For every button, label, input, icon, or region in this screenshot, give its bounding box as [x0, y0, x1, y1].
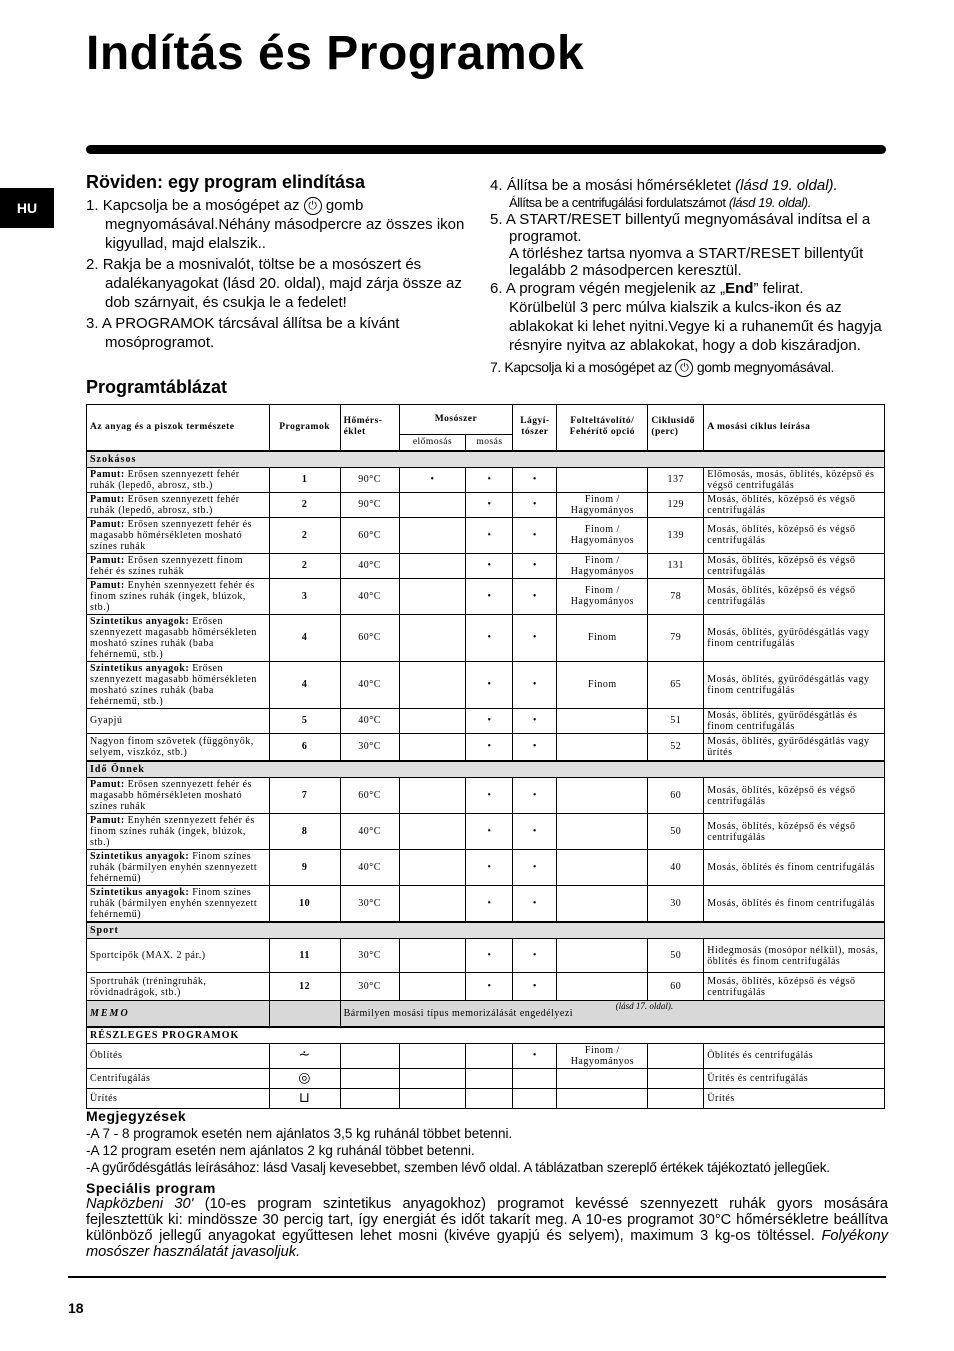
table-row — [87, 553, 885, 578]
cycle-time: 78 — [648, 578, 704, 614]
drain-icon: ⊔ — [298, 1089, 311, 1106]
special-program — [86, 1180, 888, 1260]
step-1: 1. Kapcsolja be a mosógépet az ⏻ gomb megnyomásával.Néhány másodpercre az összes ikon kigyullad, majd elalszik.. — [86, 197, 465, 253]
stain-option — [557, 814, 648, 850]
step-5: 5. A START/RESET billentyű megnyomásával indítsa el a programot. — [490, 211, 871, 245]
memo-label: MEMO — [87, 1001, 270, 1027]
prewash-mark — [399, 973, 466, 1001]
table-group-row — [87, 761, 885, 778]
cycle-description: Mosás, öblítés, középső és végső centrifugálás — [704, 578, 885, 614]
power-icon: ⏻ — [675, 359, 693, 377]
material-type: Pamut: — [90, 518, 125, 530]
material-text: Finom színes ruhák (bármilyen enyhén szennyezett fehérnemű) — [90, 887, 258, 920]
program-table-body — [87, 451, 885, 1109]
stain-option — [557, 1088, 648, 1108]
cycle-description: Mosás, öblítés, középső és végső centrifugálás — [704, 553, 885, 578]
cycle-time: 79 — [648, 614, 704, 661]
prewash-mark: • — [399, 467, 466, 492]
temperature: 30°C — [340, 939, 399, 973]
step-6-sub: Körülbelül 3 perc múlva kialszik a kulcs-ikon és az ablakokat ki lehet nyitni.Vegye ki a ruhaneműt és hagyja résnyire nyitva az ablakokat, hogy a dob kiszáradjon. — [509, 299, 882, 354]
softener-mark: • — [513, 778, 557, 814]
material-text: Sportruhák (tréningruhák, rövidnadrágok, stb.) — [90, 975, 207, 998]
cycle-description: Mosás, öblítés, középső és végső centrifugálás — [704, 814, 885, 850]
program-number: 2 — [269, 517, 340, 553]
table-row — [87, 467, 885, 492]
cycle-description: Hidegmosás (mosópor nélkül), mosás, öblítés és finom centrifugálás — [704, 939, 885, 973]
wash-mark: • — [466, 939, 513, 973]
material-text: Nagyon finom szövetek (függönyök, selyem, viszkóz, stb.) — [90, 735, 254, 758]
cycle-time — [648, 1068, 704, 1088]
wash-mark: • — [466, 733, 513, 761]
stain-option: Finom — [557, 614, 648, 661]
stain-option — [557, 939, 648, 973]
stain-option — [557, 973, 648, 1001]
header-temperature: Hőmérs-éklet — [340, 405, 399, 451]
wash-mark: • — [466, 492, 513, 517]
cycle-time: 60 — [648, 973, 704, 1001]
cycle-time: 139 — [648, 517, 704, 553]
softener-mark — [513, 1068, 557, 1088]
header-stain-remover: Folteltávolító/ Fehérítő opció — [557, 405, 648, 451]
icon-cell — [269, 1088, 340, 1108]
prewash-mark — [399, 578, 466, 614]
prewash-mark — [399, 492, 466, 517]
prewash-mark — [399, 614, 466, 661]
material-text: Erősen szennyezett magasabb hőmérsékleten mosható színes ruhák (baba fehérnemű, stb.) — [90, 615, 257, 660]
temperature: 60°C — [340, 778, 399, 814]
material-cell — [87, 661, 270, 708]
material-type: Szintetikus anyagok: — [90, 851, 190, 862]
softener-mark: • — [513, 939, 557, 973]
wash-mark: • — [466, 973, 513, 1001]
quick-start-left-column — [86, 196, 478, 354]
program-number: 11 — [269, 939, 340, 973]
material-type: Pamut: — [90, 815, 125, 826]
material-type: Szintetikus anyagok: — [90, 615, 190, 627]
memo-text: Bármilyen mosási típus memorizálását engedélyezi — [343, 1007, 574, 1019]
stain-option — [557, 708, 648, 733]
material-cell: Centrifugálás — [87, 1068, 270, 1088]
prewash-mark — [399, 850, 466, 886]
stain-option — [557, 886, 648, 923]
material-type: Pamut: — [90, 579, 125, 591]
prewash-mark — [399, 1088, 466, 1108]
material-text: Enyhén szennyezett fehér és finom színes ruhák (ingek, blúzok, stb.) — [90, 579, 255, 613]
memo-ref: (lásd 17. oldal). — [615, 1001, 674, 1011]
stain-option — [557, 467, 648, 492]
cycle-description: Mosás, öblítés, középső és végső centrifugálás — [704, 517, 885, 553]
program-number: 1 — [269, 467, 340, 492]
softener-mark: • — [513, 614, 557, 661]
cycle-description: Ürítés — [704, 1088, 885, 1108]
material-type: Szintetikus anyagok: — [90, 662, 190, 674]
temperature — [340, 1068, 399, 1088]
program-number: 10 — [269, 886, 340, 923]
cycle-description: Előmosás, mosás, öblítés, középső és végső centrifugálás — [704, 467, 885, 492]
material-cell — [87, 578, 270, 614]
material-cell — [87, 467, 270, 492]
cycle-description: Mosás, öblítés, középső és végső centrifugálás — [704, 492, 885, 517]
prewash-mark — [399, 1043, 466, 1068]
header-softener: Lágyí-tószer — [513, 405, 557, 451]
cycle-time: 52 — [648, 733, 704, 761]
wash-mark: • — [466, 614, 513, 661]
rinse-icon: ⩪ — [298, 1047, 311, 1063]
material-type: Szintetikus anyagok: — [90, 887, 190, 898]
material-cell — [87, 778, 270, 814]
icon-cell — [269, 1043, 340, 1068]
temperature: 40°C — [340, 578, 399, 614]
stain-option: Finom / Hagyományos — [557, 553, 648, 578]
table-row — [87, 578, 885, 614]
table-row — [87, 492, 885, 517]
material-cell — [87, 814, 270, 850]
cycle-time: 40 — [648, 850, 704, 886]
prewash-mark — [399, 733, 466, 761]
special-program-text: Napközbeni 30' (10-es program szintetikus anyagokhoz) programot kevéssé szennyezett ruhák gyors mosására fejlesztettük ki: mindössze 30 percig tart, így energiát és időt takarít meg. A 10-es programot 30°C hőmérsékletre beállítva különböző jellegű anyagokat egyűttesen lehet mosni (kivéve gyapjú és selyem), maximum 3 kg-os töltéssel. Folyékony mosószer használatát javasoljuk. — [86, 1196, 888, 1260]
stain-option: Finom / Hagyományos — [557, 578, 648, 614]
prewash-mark — [399, 517, 466, 553]
program-number: 9 — [269, 850, 340, 886]
stain-option: Finom / Hagyományos — [557, 517, 648, 553]
material-text: Sportcipők (MAX. 2 pár.) — [90, 950, 206, 961]
material-cell — [87, 886, 270, 923]
temperature: 60°C — [340, 614, 399, 661]
cycle-description: Ürítés és centrifugálás — [704, 1068, 885, 1088]
step-4-spin: Állítsa be a centrifugálási fordulatszámot (lásd 19. oldal). — [509, 195, 811, 210]
material-text: Gyapjú — [90, 715, 123, 726]
material-cell — [87, 708, 270, 733]
table-group-row — [87, 451, 885, 468]
softener-mark — [513, 1088, 557, 1108]
cycle-description: Mosás, öblítés, középső és végső centrifugálás — [704, 973, 885, 1001]
softener-mark: • — [513, 1043, 557, 1068]
temperature: 40°C — [340, 553, 399, 578]
memo-row — [87, 1001, 885, 1027]
wash-mark: • — [466, 850, 513, 886]
material-cell — [87, 973, 270, 1001]
cycle-time: 65 — [648, 661, 704, 708]
material-text: Finom színes ruhák (bármilyen enyhén szennyezett fehérnemű) — [90, 851, 258, 884]
stain-option — [557, 733, 648, 761]
icon-cell — [269, 1068, 340, 1088]
material-cell: Öblítés — [87, 1043, 270, 1068]
temperature: 40°C — [340, 708, 399, 733]
wash-mark — [466, 1068, 513, 1088]
softener-mark: • — [513, 814, 557, 850]
wash-mark: • — [466, 517, 513, 553]
temperature: 40°C — [340, 850, 399, 886]
memo-text-cell — [340, 1001, 884, 1027]
material-type: Pamut: — [90, 554, 125, 566]
table-row — [87, 708, 885, 733]
material-text: Erősen szennyezett fehér és magasabb hőmérsékleten mosható színes ruhák — [90, 779, 252, 812]
table-row — [87, 973, 885, 1001]
prewash-mark — [399, 1068, 466, 1088]
special-program-heading: Speciális program — [86, 1180, 216, 1196]
cycle-description: Mosás, öblítés, gyűrődésgátlás vagy finom centrifugálás — [704, 661, 885, 708]
step-4: 4. Állítsa be a mosási hőmérsékletet (lásd 19. oldal). — [490, 177, 838, 194]
temperature: 30°C — [340, 973, 399, 1001]
program-number: 4 — [269, 661, 340, 708]
group-label: Idő Önnek — [87, 761, 885, 778]
group-label: Sport — [87, 922, 885, 939]
step-2: 2. Rakja be a mosnivalót, töltse be a mosószert és adalékanyagokat (lásd 20. oldal), majd zárja össze az dob szárnyait, és csukja le a fedelet! — [86, 256, 462, 312]
softener-mark: • — [513, 578, 557, 614]
program-table — [86, 404, 885, 1109]
cycle-time — [648, 1043, 704, 1068]
wash-mark: • — [466, 886, 513, 923]
softener-mark: • — [513, 467, 557, 492]
table-row — [87, 661, 885, 708]
page-number: 18 — [68, 1300, 84, 1316]
note-item: -A gyűrődésgátlás leírásához: lásd Vasalj kevesebbet, szemben lévő oldal. A táblázatban szereplő értékek tájékoztató jellegűek. — [86, 1160, 830, 1175]
header-program: Programok — [269, 405, 340, 451]
cycle-time: 50 — [648, 814, 704, 850]
material-cell: Ürítés — [87, 1088, 270, 1108]
table-row — [87, 886, 885, 923]
stain-option — [557, 850, 648, 886]
material-cell — [87, 939, 270, 973]
header-prewash: előmosás — [399, 435, 466, 451]
cycle-time — [648, 1088, 704, 1108]
material-cell — [87, 850, 270, 886]
table-row — [87, 939, 885, 973]
table-row — [87, 517, 885, 553]
cycle-description: Mosás, öblítés és finom centrifugálás — [704, 850, 885, 886]
material-text: Erősen szennyezett fehér ruhák (lepedő, abrosz, stb.) — [90, 468, 240, 491]
header-description: A mosási ciklus leírása — [704, 405, 885, 451]
wash-mark: • — [466, 578, 513, 614]
temperature: 90°C — [340, 467, 399, 492]
page-title: Indítás és Programok — [86, 27, 585, 80]
wash-mark: • — [466, 708, 513, 733]
program-number: 5 — [269, 708, 340, 733]
cycle-time: 60 — [648, 778, 704, 814]
temperature: 40°C — [340, 661, 399, 708]
cycle-description: Öblítés és centrifugálás — [704, 1043, 885, 1068]
spin-icon: ◎ — [298, 1069, 311, 1086]
cycle-description: Mosás, öblítés, gyűrődésgátlás vagy ürítés — [704, 733, 885, 761]
top-rule — [86, 145, 886, 154]
softener-mark: • — [513, 661, 557, 708]
wash-mark — [466, 1088, 513, 1108]
temperature: 30°C — [340, 886, 399, 923]
cycle-time: 137 — [648, 467, 704, 492]
material-text: Erősen szennyezett fehér ruhák (lepedő, abrosz, stb.) — [90, 493, 240, 516]
bottom-rule — [68, 1276, 886, 1278]
program-number: 4 — [269, 614, 340, 661]
program-number: 3 — [269, 578, 340, 614]
stain-option: Finom / Hagyományos — [557, 492, 648, 517]
program-number: 6 — [269, 733, 340, 761]
table-row — [87, 1088, 885, 1108]
table-group-row — [87, 922, 885, 939]
stain-option — [557, 778, 648, 814]
material-cell — [87, 492, 270, 517]
softener-mark: • — [513, 517, 557, 553]
header-material: Az anyag és a piszok természete — [87, 405, 270, 451]
program-number: 2 — [269, 553, 340, 578]
stain-option: Finom / Hagyományos — [557, 1043, 648, 1068]
stain-option — [557, 1068, 648, 1088]
material-text: Enyhén szennyezett fehér és finom színes ruhák (ingek, blúzok, stb.) — [90, 815, 255, 848]
softener-mark: • — [513, 553, 557, 578]
table-row — [87, 733, 885, 761]
wash-mark: • — [466, 814, 513, 850]
prewash-mark — [399, 708, 466, 733]
memo-empty — [269, 1001, 340, 1027]
material-text: Erősen szennyezett fehér és magasabb hőmérsékleten mosható színes ruhák — [90, 518, 252, 552]
temperature: 30°C — [340, 733, 399, 761]
quick-start-heading: Röviden: egy program elindítása — [86, 172, 366, 192]
material-type: Pamut: — [90, 468, 125, 480]
cycle-time: 129 — [648, 492, 704, 517]
material-type: Pamut: — [90, 779, 125, 790]
material-text: Erősen szennyezett finom fehér és színes ruhák — [90, 554, 243, 577]
program-number: 7 — [269, 778, 340, 814]
cycle-time: 50 — [648, 939, 704, 973]
step-7: 7. Kapcsolja ki a mosógépet az ⏻ gomb megnyomásával. — [490, 359, 890, 377]
language-tab: HU — [0, 188, 54, 228]
prewash-mark — [399, 778, 466, 814]
temperature: 40°C — [340, 814, 399, 850]
table-row — [87, 1043, 885, 1068]
table-row — [87, 814, 885, 850]
prewash-mark — [399, 814, 466, 850]
notes — [86, 1108, 896, 1176]
wash-mark: • — [466, 467, 513, 492]
table-row — [87, 1068, 885, 1088]
group-label: RÉSZLEGES PROGRAMOK — [87, 1027, 885, 1044]
power-icon: ⏻ — [304, 197, 322, 215]
program-number: 2 — [269, 492, 340, 517]
temperature: 60°C — [340, 517, 399, 553]
cycle-description: Mosás, öblítés, gyűrődésgátlás és finom centrifugálás — [704, 708, 885, 733]
table-row — [87, 850, 885, 886]
softener-mark: • — [513, 850, 557, 886]
header-detergent: Mosószer — [399, 405, 513, 435]
softener-mark: • — [513, 708, 557, 733]
prewash-mark — [399, 553, 466, 578]
prewash-mark — [399, 939, 466, 973]
step-5-sub: A törléshez tartsa nyomva a START/RESET billentyűt legalább 2 másodpercen keresztül. — [509, 245, 864, 279]
prewash-mark — [399, 661, 466, 708]
prewash-mark — [399, 886, 466, 923]
softener-mark: • — [513, 492, 557, 517]
temperature: 90°C — [340, 492, 399, 517]
step-6: 6. A program végén megjelenik az „End” felirat. — [490, 280, 804, 297]
group-label: Szokásos — [87, 451, 885, 468]
program-number: 8 — [269, 814, 340, 850]
material-cell — [87, 553, 270, 578]
cycle-description: Mosás, öblítés és finom centrifugálás — [704, 886, 885, 923]
wash-mark: • — [466, 778, 513, 814]
wash-mark — [466, 1043, 513, 1068]
program-number: 12 — [269, 973, 340, 1001]
temperature — [340, 1043, 399, 1068]
wash-mark: • — [466, 661, 513, 708]
note-item: -A 12 program esetén nem ajánlatos 2 kg ruhánál többet betenni. — [86, 1143, 475, 1158]
material-text: Erősen szennyezett magasabb hőmérsékleten mosható színes ruhák (baba fehérnemű, stb.) — [90, 662, 257, 707]
table-row — [87, 778, 885, 814]
material-type: Pamut: — [90, 493, 125, 505]
header-cycle-time: Ciklusidő (perc) — [648, 405, 704, 451]
cycle-description: Mosás, öblítés, gyűrődésgátlás vagy finom centrifugálás — [704, 614, 885, 661]
softener-mark: • — [513, 886, 557, 923]
note-item: -A 7 - 8 programok esetén nem ajánlatos 3,5 kg ruhánál többet betenni. — [86, 1126, 513, 1141]
header-wash: mosás — [466, 435, 513, 451]
program-table-heading: Programtáblázat — [86, 377, 228, 397]
temperature — [340, 1088, 399, 1108]
table-group-row — [87, 1027, 885, 1044]
softener-mark: • — [513, 733, 557, 761]
material-cell — [87, 614, 270, 661]
softener-mark: • — [513, 973, 557, 1001]
cycle-time: 51 — [648, 708, 704, 733]
stain-option: Finom — [557, 661, 648, 708]
cycle-time: 30 — [648, 886, 704, 923]
table-row — [87, 614, 885, 661]
wash-mark: • — [466, 553, 513, 578]
material-cell — [87, 517, 270, 553]
notes-heading: Megjegyzések — [86, 1108, 187, 1124]
cycle-time: 131 — [648, 553, 704, 578]
material-cell — [87, 733, 270, 761]
cycle-description: Mosás, öblítés, középső és végső centrifugálás — [704, 778, 885, 814]
step-3: 3. A PROGRAMOK tárcsával állítsa be a kívánt mosóprogramot. — [86, 315, 400, 352]
quick-start-right-column — [490, 177, 890, 377]
